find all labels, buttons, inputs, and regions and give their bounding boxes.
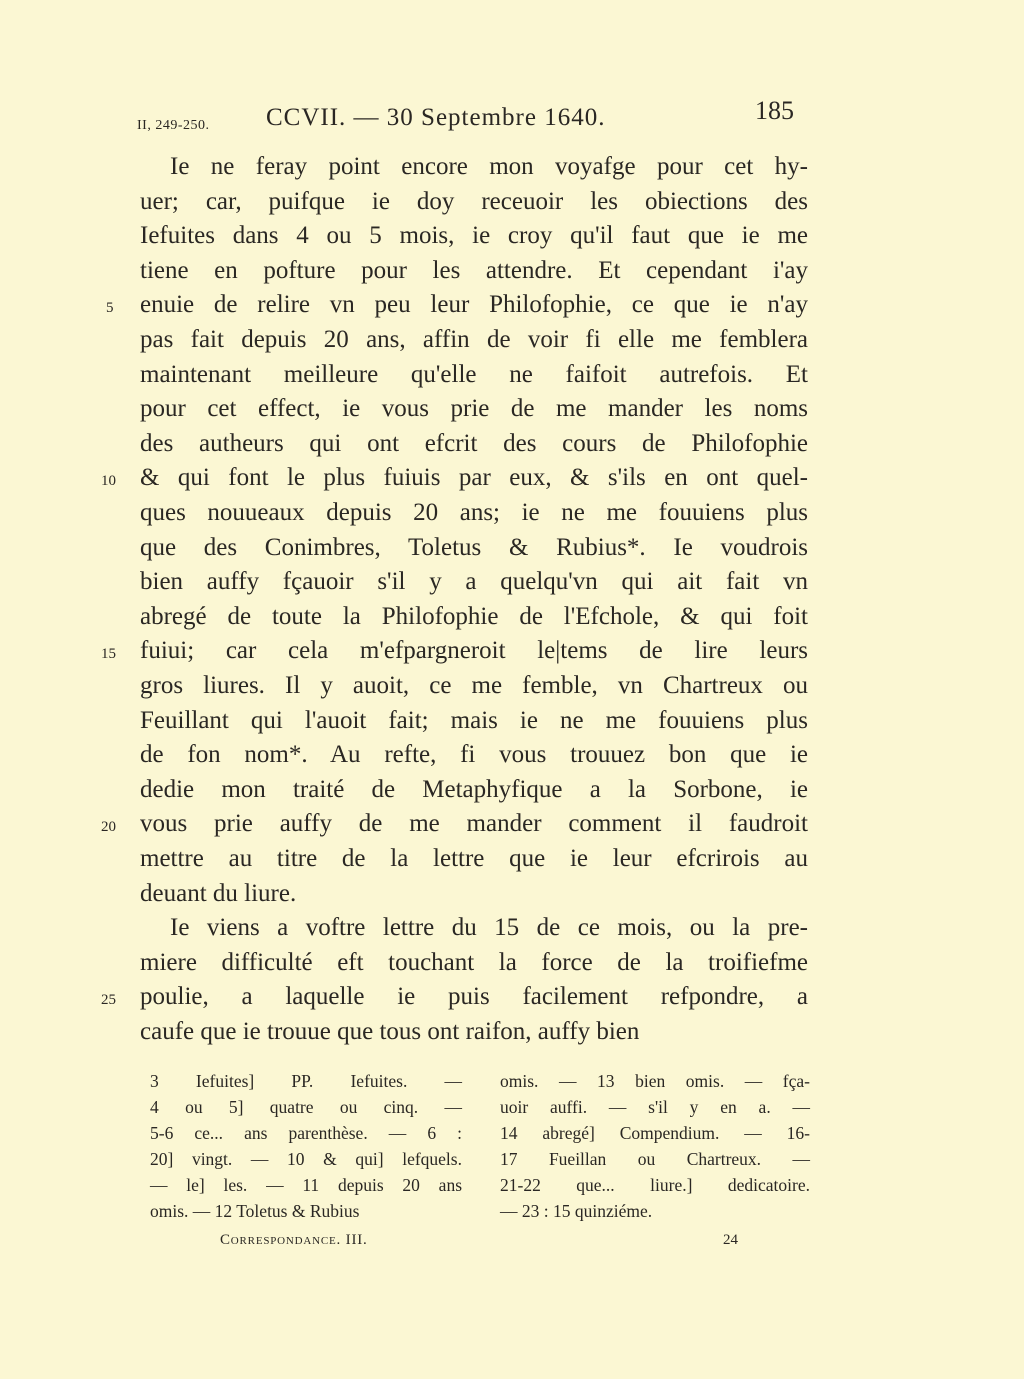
body-line: Iefuites dans 4 ou 5 mois, ie croy qu'il faut que ie me [140, 222, 808, 250]
line-number: 10 [101, 473, 116, 490]
footnote-line: — le] les. — 11 depuis 20 ans [150, 1175, 462, 1195]
footnote-line: 3 Iefuites] PP. Iefuites. — [150, 1071, 462, 1091]
body-line: miere difficulté eft touchant la force de la troifiefme [140, 948, 808, 976]
header-reference: II, 249-250. [137, 118, 210, 133]
footnote-line: 21-22 que... liure.] dedicatoire. [500, 1175, 810, 1195]
body-line: pas fait depuis 20 ans, affin de voir fi elle me femblera [140, 326, 808, 353]
body-line: poulie, a laquelle ie puis facilement refpondre, a [140, 983, 808, 1011]
footnote-line: 14 abregé] Compendium. — 16- [500, 1123, 810, 1143]
body-line: Ie viens a voftre lettre du 15 de ce mois, ou la pre- [170, 914, 808, 942]
body-line: que des Conimbres, Toletus & Rubius*. Ie voudrois [140, 533, 808, 561]
body-line: vous prie auffy de me mander comment il faudroit [140, 810, 808, 838]
footnote-line: 5-6 ce... ans parenthèse. — 6 : [150, 1123, 462, 1143]
body-line: de fon nom*. Au refte, fi vous trouuez bon que ie [140, 741, 808, 769]
footnote-line: omis. — 12 Toletus & Rubius [150, 1201, 360, 1221]
line-number: 15 [101, 646, 116, 663]
footer-sheet-number: 24 [723, 1232, 738, 1248]
body-line: pour cet effect, ie vous prie de me mander les noms [140, 395, 808, 423]
body-line: tiene en pofture pour les attendre. Et cependant i'ay [140, 256, 808, 284]
body-line: uer; car, puifque ie doy receuoir les obiections des [140, 187, 808, 215]
body-line: dedie mon traité de Metaphyfique a la Sorbone, ie [140, 775, 808, 803]
footnote-line: 4 ou 5] quatre ou cinq. — [150, 1097, 462, 1117]
line-number: 5 [106, 300, 114, 317]
footnote-line: omis. — 13 bien omis. — fça- [500, 1071, 810, 1091]
line-number: 20 [101, 819, 116, 836]
body-line: Feuillant qui l'auoit fait; mais ie ne me fouuiens plus [140, 706, 808, 734]
body-line: abregé de toute la Philofophie de l'Efchole, & qui foit [140, 602, 808, 630]
body-line: deuant du liure. [140, 879, 297, 907]
body-line: bien auffy fçauoir s'il y a quelqu'vn qui ait fait vn [140, 568, 808, 596]
header-title: CCVII. — 30 Septembre 1640. [266, 104, 606, 131]
footnote-line: — 23 : 15 quinziéme. [500, 1201, 653, 1221]
footnote-line: 20] vingt. — 10 & qui] lefquels. [150, 1149, 462, 1169]
body-line: caufe que ie trouue que tous ont raifon, auffy bien [140, 1018, 640, 1045]
body-line: fuiui; car cela m'efpargneroit le|tems de lire leurs [140, 637, 808, 665]
body-line: ques nouueaux depuis 20 ans; ie ne me fouuiens plus [140, 499, 808, 526]
body-line: mettre au titre de la lettre que ie leur efcrirois au [140, 845, 808, 872]
line-number: 25 [101, 992, 116, 1009]
page-number: 185 [755, 96, 794, 125]
footnote-line: 17 Fueillan ou Chartreux. — [500, 1149, 810, 1169]
body-line: & qui font le plus fuiuis par eux, & s'ils en ont quel- [140, 464, 808, 492]
body-line: enuie de relire vn peu leur Philofophie, ce que ie n'ay [140, 291, 808, 319]
body-line: Ie ne feray point encore mon voyafge pour cet hy- [170, 153, 808, 180]
body-line: maintenant meilleure qu'elle ne faifoit autrefois. Et [140, 360, 808, 388]
body-line: des autheurs qui ont efcrit des cours de Philofophie [140, 429, 808, 457]
body-line: gros liures. Il y auoit, ce me femble, vn Chartreux ou [140, 672, 808, 699]
footer-signature: Correspondance. III. [220, 1232, 368, 1248]
footnote-line: uoir auffi. — s'il y en a. — [500, 1097, 810, 1117]
